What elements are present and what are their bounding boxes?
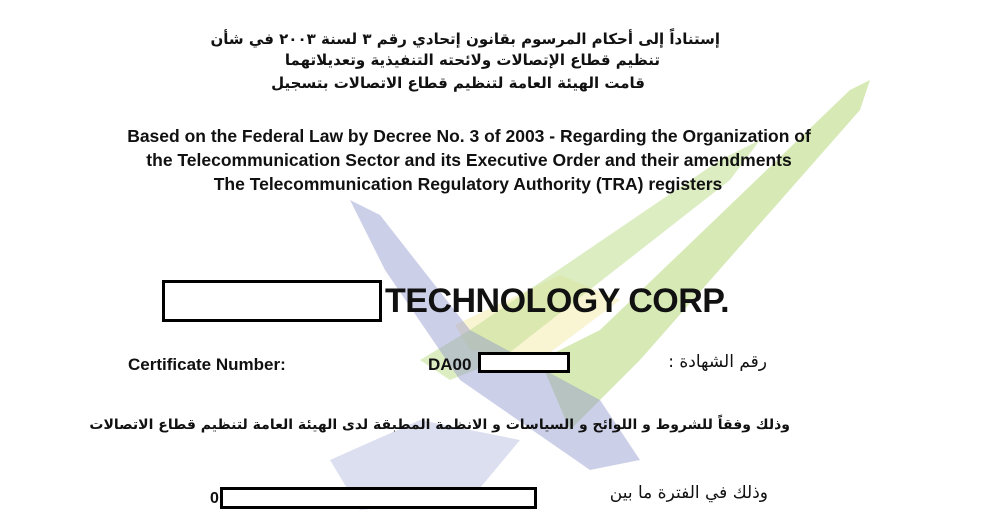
arabic-header-line-2: تنظيم قطاع الإتصالات ولائحته التنفيذية وتعديلاتهما	[284, 51, 660, 69]
arabic-header-line-1: إستناداً إلى أحكام المرسوم بقانون إتحادي رقم ٣ لسنة ٢٠٠٣ في شأن	[210, 30, 720, 48]
arabic-header-line-3: قامت الهيئة العامة لتنظيم قطاع الاتصالات بتسجيل	[271, 74, 645, 92]
certificate-number-prefix: DA00	[428, 355, 472, 374]
english-header-line-2: the Telecommunication Sector and its Executive Order and their amendments	[146, 150, 792, 170]
redacted-period-dates	[220, 487, 537, 509]
redacted-company-name	[162, 280, 382, 322]
conditions-arabic: وذلك وفقاً للشروط و اللوائح و السياسات و الانظمة المطبقة لدى الهيئة العامة لتنظيم قطاع الاتصالات	[89, 417, 790, 433]
period-label-arabic: وذلك في الفترة ما بين	[609, 483, 768, 503]
certificate-number-label: Certificate Number:	[128, 355, 286, 374]
company-name-suffix: TECHNOLOGY CORP.	[385, 282, 730, 320]
english-header-line-1: Based on the Federal Law by Decree No. 3 of 2003 - Regarding the Organization of	[127, 126, 811, 146]
english-header-line-3: The Telecommunication Regulatory Authority (TRA) registers	[213, 174, 723, 194]
certificate-number-label-arabic: رقم الشهادة :	[668, 352, 767, 372]
redacted-certificate-number	[478, 352, 570, 373]
period-start-prefix: 0	[210, 490, 219, 507]
